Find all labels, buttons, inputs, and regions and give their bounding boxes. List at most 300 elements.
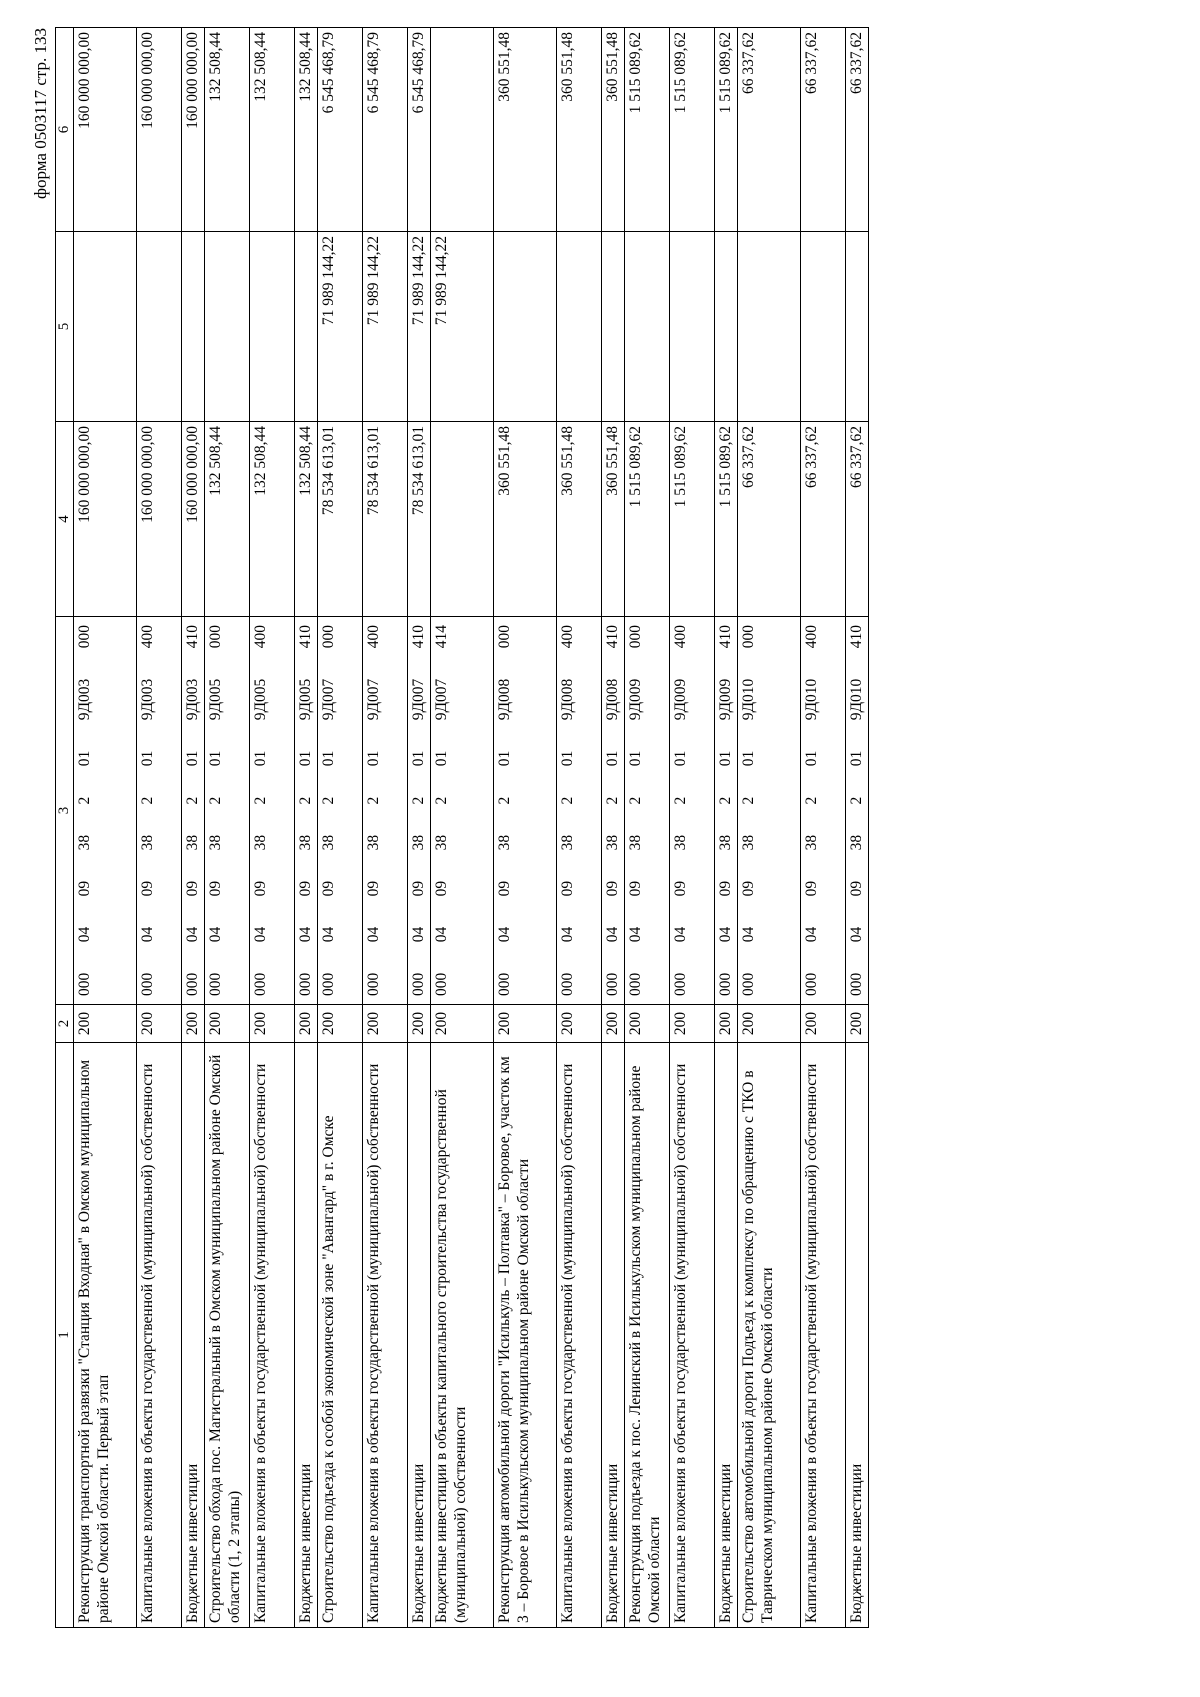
code-segment: 04 <box>252 926 269 943</box>
code-segment: 9Д009 <box>627 678 644 721</box>
row-executed-amount-cell <box>801 232 846 422</box>
row-name-cell: Капитальные вложения в объекты государственной (муниципальной) собственности <box>137 1043 182 1628</box>
code-segment: 09 <box>320 880 337 897</box>
row-approved-amount-cell: 160 000 000,00 <box>182 422 205 617</box>
row-unexecuted-amount-cell: 160 000 000,00 <box>182 28 205 232</box>
code-segment: 09 <box>184 880 201 897</box>
code-segment: 9Д008 <box>559 678 576 721</box>
row-executed-amount-cell <box>182 232 205 422</box>
row-classification-code-cell <box>408 617 431 1005</box>
row-approved-amount-cell: 1 515 089,62 <box>715 422 738 617</box>
code-segment: 9Д007 <box>365 678 382 721</box>
code-segment: 2 <box>139 796 156 805</box>
row-classification-code-cell <box>625 617 670 1005</box>
classification-code <box>75 617 94 1004</box>
code-segment: 04 <box>848 926 865 943</box>
code-segment: 400 <box>559 625 576 649</box>
code-segment: 000 <box>496 625 513 649</box>
row-unexecuted-amount-cell: 160 000 000,00 <box>74 28 137 232</box>
row-executed-amount-cell <box>137 232 182 422</box>
code-segment: 09 <box>297 880 314 897</box>
row-classification-code-cell <box>738 617 801 1005</box>
code-segment: 2 <box>297 796 314 805</box>
code-segment: 01 <box>627 750 644 767</box>
row-name-cell: Строительство обхода пос. Магистральный в Омском муниципальном районе Омской области (1, 2 этапы) <box>205 1043 250 1628</box>
code-segment: 01 <box>559 750 576 767</box>
row-classification-code-cell <box>295 617 318 1005</box>
row-approved-amount-cell: 132 508,44 <box>250 422 295 617</box>
classification-code <box>364 617 383 1004</box>
header-col-2: 2 <box>56 1005 74 1043</box>
code-segment: 04 <box>433 926 450 943</box>
header-col-6: 6 <box>56 28 74 232</box>
row-unexecuted-amount-cell: 360 551,48 <box>557 28 602 232</box>
code-segment: 38 <box>365 834 382 851</box>
code-segment: 04 <box>496 926 513 943</box>
code-segment: 9Д007 <box>320 678 337 721</box>
classification-code <box>802 617 821 1004</box>
code-segment: 01 <box>803 750 820 767</box>
code-segment: 410 <box>184 625 201 649</box>
row-line-code-cell: 200 <box>431 1005 494 1043</box>
row-approved-amount-cell: 360 551,48 <box>557 422 602 617</box>
table-row <box>205 28 250 1628</box>
code-segment: 000 <box>320 625 337 649</box>
code-segment: 04 <box>672 926 689 943</box>
code-segment: 04 <box>803 926 820 943</box>
table-row <box>602 28 625 1628</box>
code-segment: 000 <box>740 972 757 996</box>
code-segment: 2 <box>365 796 382 805</box>
code-segment: 400 <box>139 625 156 649</box>
row-executed-amount-cell: 71 989 144,22 <box>408 232 431 422</box>
row-executed-amount-cell <box>295 232 318 422</box>
code-segment: 04 <box>76 926 93 943</box>
row-name-cell: Капитальные вложения в объекты государственной (муниципальной) собственности <box>557 1043 602 1628</box>
row-name-cell: Реконструкция автомобильной дороги "Исилькуль – Полтавка" – Боровое, участок км 3 – Боровое в Исилькульском муниципальном районе Омской области <box>494 1043 557 1628</box>
row-classification-code-cell <box>74 617 137 1005</box>
code-segment: 01 <box>252 750 269 767</box>
code-segment: 09 <box>76 880 93 897</box>
code-segment: 01 <box>604 750 621 767</box>
row-unexecuted-amount-cell: 160 000 000,00 <box>137 28 182 232</box>
row-executed-amount-cell: 71 989 144,22 <box>318 232 363 422</box>
code-segment: 01 <box>410 750 427 767</box>
header-row <box>56 28 74 1628</box>
row-executed-amount-cell <box>602 232 625 422</box>
code-segment: 09 <box>604 880 621 897</box>
code-segment: 09 <box>672 880 689 897</box>
row-unexecuted-amount-cell: 6 545 468,79 <box>408 28 431 232</box>
code-segment: 410 <box>604 625 621 649</box>
table-body <box>74 28 869 1628</box>
code-segment: 9Д003 <box>76 678 93 721</box>
header-col-1: 1 <box>56 1043 74 1628</box>
classification-code <box>495 617 514 1004</box>
code-segment: 09 <box>410 880 427 897</box>
code-segment: 01 <box>717 750 734 767</box>
rotated-page <box>25 28 1145 1628</box>
code-segment: 09 <box>139 880 156 897</box>
code-segment: 000 <box>139 972 156 996</box>
classification-code <box>603 617 622 1004</box>
classification-code <box>626 617 645 1004</box>
row-classification-code-cell <box>182 617 205 1005</box>
code-segment: 400 <box>252 625 269 649</box>
row-line-code-cell: 200 <box>137 1005 182 1043</box>
row-line-code-cell: 200 <box>494 1005 557 1043</box>
code-segment: 000 <box>365 972 382 996</box>
code-segment: 01 <box>139 750 156 767</box>
code-segment: 09 <box>803 880 820 897</box>
table-row <box>318 28 363 1628</box>
classification-code <box>319 617 338 1004</box>
code-segment: 000 <box>76 625 93 649</box>
row-approved-amount-cell: 66 337,62 <box>846 422 869 617</box>
header-col-4: 4 <box>56 422 74 617</box>
classification-code <box>409 617 428 1004</box>
code-segment: 2 <box>672 796 689 805</box>
code-segment: 09 <box>207 880 224 897</box>
code-segment: 000 <box>76 972 93 996</box>
code-segment: 38 <box>207 834 224 851</box>
code-segment: 000 <box>672 972 689 996</box>
table-row <box>715 28 738 1628</box>
row-executed-amount-cell <box>250 232 295 422</box>
row-executed-amount-cell <box>74 232 137 422</box>
code-segment: 01 <box>740 750 757 767</box>
header-col-3: 3 <box>56 617 74 1005</box>
code-segment: 09 <box>848 880 865 897</box>
row-unexecuted-amount-cell: 132 508,44 <box>205 28 250 232</box>
code-segment: 38 <box>184 834 201 851</box>
row-name-cell: Реконструкция транспортной развязки "Станция Входная" в Омском муниципальном районе Омской области. Первый этап <box>74 1043 137 1628</box>
row-unexecuted-amount-cell: 132 508,44 <box>295 28 318 232</box>
code-segment: 000 <box>803 972 820 996</box>
code-segment: 000 <box>848 972 865 996</box>
code-segment: 9Д007 <box>433 678 450 721</box>
row-approved-amount-cell <box>431 422 494 617</box>
code-segment: 09 <box>559 880 576 897</box>
row-name-cell: Реконструкция подъезда к пос. Ленинский в Исилькульском муниципальном районе Омской области <box>625 1043 670 1628</box>
row-approved-amount-cell: 360 551,48 <box>602 422 625 617</box>
row-line-code-cell: 200 <box>846 1005 869 1043</box>
code-segment: 000 <box>559 972 576 996</box>
table-row <box>137 28 182 1628</box>
code-segment: 9Д009 <box>672 678 689 721</box>
table-row <box>670 28 715 1628</box>
table-row <box>494 28 557 1628</box>
row-classification-code-cell <box>250 617 295 1005</box>
row-approved-amount-cell: 78 534 613,01 <box>408 422 431 617</box>
code-segment: 01 <box>848 750 865 767</box>
code-segment: 01 <box>496 750 513 767</box>
row-name-cell: Капитальные вложения в объекты государственной (муниципальной) собственности <box>363 1043 408 1628</box>
code-segment: 2 <box>559 796 576 805</box>
code-segment: 09 <box>740 880 757 897</box>
code-segment: 01 <box>297 750 314 767</box>
row-line-code-cell: 200 <box>250 1005 295 1043</box>
code-segment: 38 <box>76 834 93 851</box>
code-segment: 2 <box>803 796 820 805</box>
code-segment: 38 <box>433 834 450 851</box>
header-col-5: 5 <box>56 232 74 422</box>
code-segment: 2 <box>717 796 734 805</box>
row-line-code-cell: 200 <box>205 1005 250 1043</box>
row-unexecuted-amount-cell: 1 515 089,62 <box>715 28 738 232</box>
code-segment: 38 <box>717 834 734 851</box>
code-segment: 000 <box>717 972 734 996</box>
row-line-code-cell: 200 <box>602 1005 625 1043</box>
classification-code <box>206 617 225 1004</box>
code-segment: 000 <box>297 972 314 996</box>
table-row <box>408 28 431 1628</box>
code-segment: 9Д005 <box>252 678 269 721</box>
row-name-cell: Бюджетные инвестиции <box>846 1043 869 1628</box>
code-segment: 2 <box>848 796 865 805</box>
code-segment: 400 <box>672 625 689 649</box>
row-name-cell: Капитальные вложения в объекты государственной (муниципальной) собственности <box>801 1043 846 1628</box>
row-line-code-cell: 200 <box>738 1005 801 1043</box>
table-row <box>625 28 670 1628</box>
row-name-cell: Бюджетные инвестиции <box>295 1043 318 1628</box>
code-segment: 38 <box>740 834 757 851</box>
row-line-code-cell: 200 <box>318 1005 363 1043</box>
row-executed-amount-cell <box>715 232 738 422</box>
code-segment: 09 <box>365 880 382 897</box>
row-classification-code-cell <box>494 617 557 1005</box>
code-segment: 2 <box>207 796 224 805</box>
row-classification-code-cell <box>670 617 715 1005</box>
row-classification-code-cell <box>137 617 182 1005</box>
code-segment: 09 <box>433 880 450 897</box>
code-segment: 38 <box>252 834 269 851</box>
row-classification-code-cell <box>205 617 250 1005</box>
code-segment: 2 <box>252 796 269 805</box>
code-segment: 38 <box>627 834 644 851</box>
code-segment: 09 <box>627 880 644 897</box>
code-segment: 38 <box>672 834 689 851</box>
code-segment: 9Д008 <box>496 678 513 721</box>
row-line-code-cell: 200 <box>182 1005 205 1043</box>
row-name-cell: Капитальные вложения в объекты государственной (муниципальной) собственности <box>250 1043 295 1628</box>
code-segment: 9Д003 <box>139 678 156 721</box>
row-unexecuted-amount-cell <box>431 28 494 232</box>
code-segment: 2 <box>740 796 757 805</box>
code-segment: 410 <box>410 625 427 649</box>
code-segment: 2 <box>496 796 513 805</box>
code-segment: 000 <box>184 972 201 996</box>
classification-code <box>138 617 157 1004</box>
code-segment: 400 <box>803 625 820 649</box>
code-segment: 38 <box>139 834 156 851</box>
code-segment: 2 <box>604 796 621 805</box>
row-unexecuted-amount-cell: 132 508,44 <box>250 28 295 232</box>
row-executed-amount-cell <box>738 232 801 422</box>
code-segment: 2 <box>184 796 201 805</box>
code-segment: 000 <box>320 972 337 996</box>
code-segment: 01 <box>207 750 224 767</box>
row-approved-amount-cell: 160 000 000,00 <box>74 422 137 617</box>
row-executed-amount-cell <box>557 232 602 422</box>
code-segment: 09 <box>717 880 734 897</box>
row-classification-code-cell <box>431 617 494 1005</box>
code-segment: 38 <box>848 834 865 851</box>
code-segment: 000 <box>433 972 450 996</box>
row-unexecuted-amount-cell: 360 551,48 <box>494 28 557 232</box>
code-segment: 01 <box>184 750 201 767</box>
code-segment: 04 <box>740 926 757 943</box>
row-executed-amount-cell: 71 989 144,22 <box>363 232 408 422</box>
row-classification-code-cell <box>363 617 408 1005</box>
table-row <box>295 28 318 1628</box>
code-segment: 04 <box>627 926 644 943</box>
row-unexecuted-amount-cell: 66 337,62 <box>801 28 846 232</box>
code-segment: 38 <box>559 834 576 851</box>
code-segment: 9Д009 <box>717 678 734 721</box>
code-segment: 01 <box>433 750 450 767</box>
table-row <box>846 28 869 1628</box>
classification-code <box>558 617 577 1004</box>
classification-code <box>671 617 690 1004</box>
code-segment: 09 <box>496 880 513 897</box>
code-segment: 000 <box>627 625 644 649</box>
code-segment: 000 <box>496 972 513 996</box>
code-segment: 04 <box>410 926 427 943</box>
code-segment: 9Д010 <box>740 678 757 721</box>
row-name-cell: Бюджетные инвестиции <box>715 1043 738 1628</box>
row-classification-code-cell <box>602 617 625 1005</box>
code-segment: 38 <box>803 834 820 851</box>
row-approved-amount-cell: 132 508,44 <box>295 422 318 617</box>
row-approved-amount-cell: 360 551,48 <box>494 422 557 617</box>
code-segment: 000 <box>207 972 224 996</box>
code-segment: 04 <box>365 926 382 943</box>
classification-code <box>251 617 270 1004</box>
row-unexecuted-amount-cell: 66 337,62 <box>846 28 869 232</box>
code-segment: 04 <box>139 926 156 943</box>
row-name-cell: Бюджетные инвестиции <box>602 1043 625 1628</box>
row-line-code-cell: 200 <box>363 1005 408 1043</box>
code-segment: 000 <box>627 972 644 996</box>
row-name-cell: Строительство автомобильной дороги Подъезд к комплексу по обращению с ТКО в Таврическом муниципальном районе Омской области <box>738 1043 801 1628</box>
row-approved-amount-cell: 66 337,62 <box>738 422 801 617</box>
table-row <box>738 28 801 1628</box>
table-row <box>250 28 295 1628</box>
table-row <box>557 28 602 1628</box>
row-classification-code-cell <box>557 617 602 1005</box>
code-segment: 9Д010 <box>848 678 865 721</box>
classification-code <box>716 617 735 1004</box>
code-segment: 000 <box>604 972 621 996</box>
code-segment: 410 <box>848 625 865 649</box>
row-name-cell: Капитальные вложения в объекты государственной (муниципальной) собственности <box>670 1043 715 1628</box>
code-segment: 38 <box>297 834 314 851</box>
code-segment: 000 <box>252 972 269 996</box>
row-name-cell: Бюджетные инвестиции <box>408 1043 431 1628</box>
code-segment: 9Д005 <box>297 678 314 721</box>
row-classification-code-cell <box>318 617 363 1005</box>
row-approved-amount-cell: 160 000 000,00 <box>137 422 182 617</box>
row-approved-amount-cell: 78 534 613,01 <box>363 422 408 617</box>
code-segment: 9Д005 <box>207 678 224 721</box>
code-segment: 04 <box>717 926 734 943</box>
row-classification-code-cell <box>715 617 738 1005</box>
row-classification-code-cell <box>801 617 846 1005</box>
code-segment: 04 <box>559 926 576 943</box>
code-segment: 2 <box>76 796 93 805</box>
row-line-code-cell: 200 <box>295 1005 318 1043</box>
table-row <box>363 28 408 1628</box>
code-segment: 38 <box>604 834 621 851</box>
code-segment: 9Д007 <box>410 678 427 721</box>
code-segment: 09 <box>252 880 269 897</box>
row-executed-amount-cell <box>205 232 250 422</box>
code-segment: 9Д003 <box>184 678 201 721</box>
row-unexecuted-amount-cell: 6 545 468,79 <box>318 28 363 232</box>
row-line-code-cell: 200 <box>715 1005 738 1043</box>
row-executed-amount-cell <box>494 232 557 422</box>
code-segment: 38 <box>410 834 427 851</box>
row-name-cell: Бюджетные инвестиции <box>182 1043 205 1628</box>
code-segment: 000 <box>410 972 427 996</box>
row-line-code-cell: 200 <box>408 1005 431 1043</box>
row-line-code-cell: 200 <box>625 1005 670 1043</box>
table-row <box>74 28 137 1628</box>
code-segment: 414 <box>433 625 450 649</box>
row-name-cell: Строительство подъезда к особой экономической зоне "Авангард" в г. Омске <box>318 1043 363 1628</box>
table-row <box>431 28 494 1628</box>
code-segment: 9Д010 <box>803 678 820 721</box>
form-label: форма 0503117 стр. 133 <box>31 28 50 199</box>
row-executed-amount-cell <box>846 232 869 422</box>
row-unexecuted-amount-cell: 6 545 468,79 <box>363 28 408 232</box>
report-table <box>55 27 869 1628</box>
code-segment: 04 <box>320 926 337 943</box>
row-unexecuted-amount-cell: 66 337,62 <box>738 28 801 232</box>
code-segment: 2 <box>433 796 450 805</box>
table-row <box>801 28 846 1628</box>
row-classification-code-cell <box>846 617 869 1005</box>
row-line-code-cell: 200 <box>74 1005 137 1043</box>
code-segment: 410 <box>717 625 734 649</box>
code-segment: 01 <box>365 750 382 767</box>
classification-code <box>739 617 758 1004</box>
code-segment: 410 <box>297 625 314 649</box>
row-executed-amount-cell: 71 989 144,22 <box>431 232 494 422</box>
code-segment: 01 <box>672 750 689 767</box>
code-segment: 2 <box>320 796 337 805</box>
code-segment: 04 <box>604 926 621 943</box>
code-segment: 000 <box>740 625 757 649</box>
row-approved-amount-cell: 132 508,44 <box>205 422 250 617</box>
row-name-cell: Бюджетные инвестиции в объекты капитального строительства государственной (муниципальной) собственности <box>431 1043 494 1628</box>
row-approved-amount-cell: 66 337,62 <box>801 422 846 617</box>
row-approved-amount-cell: 78 534 613,01 <box>318 422 363 617</box>
code-segment: 04 <box>207 926 224 943</box>
row-line-code-cell: 200 <box>801 1005 846 1043</box>
row-line-code-cell: 200 <box>557 1005 602 1043</box>
row-unexecuted-amount-cell: 1 515 089,62 <box>625 28 670 232</box>
row-executed-amount-cell <box>670 232 715 422</box>
row-executed-amount-cell <box>625 232 670 422</box>
row-unexecuted-amount-cell: 1 515 089,62 <box>670 28 715 232</box>
code-segment: 000 <box>207 625 224 649</box>
classification-code <box>847 617 866 1004</box>
code-segment: 01 <box>76 750 93 767</box>
code-segment: 01 <box>320 750 337 767</box>
code-segment: 04 <box>297 926 314 943</box>
